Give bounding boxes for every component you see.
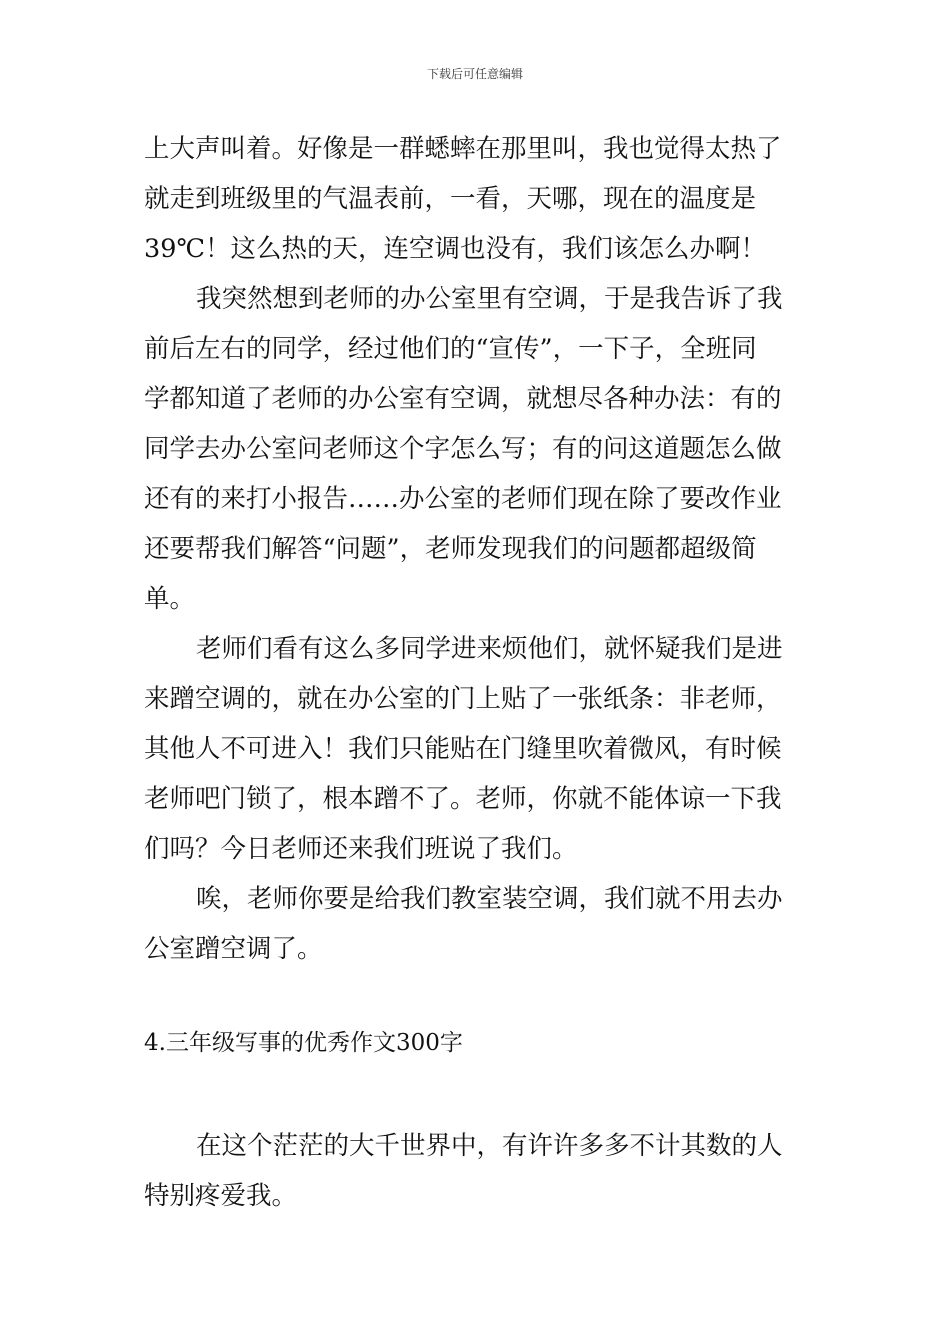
text-line: 老师们看有这么多同学进来烦他们，就怀疑我们是进 (196, 634, 783, 664)
text-line: 来蹭空调的，就在办公室的门上贴了一张纸条：非老师， (144, 684, 782, 714)
text-line: 公室蹭空调了。 (144, 934, 323, 964)
text-line: 就走到班级里的气温表前，一看，天哪，现在的温度是 (144, 184, 757, 214)
text-line: 在这个茫茫的大千世界中，有许许多多不计其数的人 (196, 1131, 783, 1161)
text-line: 学都知道了老师的办公室有空调，就想尽各种办法：有的 (144, 384, 782, 414)
text-line: 39℃！这么热的天，连空调也没有，我们该怎么办啊！ (144, 234, 766, 264)
essay-body (144, 124, 812, 974)
text-line: 特别疼爱我。 (144, 1181, 298, 1211)
text-line: 唉，老师你要是给我们教室装空调，我们就不用去办 (196, 884, 783, 914)
text-line: 上大声叫着。好像是一群蟋蟀在那里叫，我也觉得太热了 (144, 134, 782, 164)
section-heading: 4.三年级写事的优秀作文300字 (144, 1030, 463, 1056)
final-paragraph (144, 1121, 812, 1221)
text-line: 前后左右的同学，经过他们的“宣传”，一下子，全班同 (144, 334, 757, 364)
text-line: 我突然想到老师的办公室里有空调，于是我告诉了我 (196, 284, 783, 314)
text-line: 单。 (144, 584, 196, 614)
text-line: 老师吧门锁了，根本蹭不了。老师，你就不能体谅一下我 (144, 784, 782, 814)
page-header: 下载后可任意编辑 (426, 67, 523, 81)
text-line: 还有的来打小报告……办公室的老师们现在除了要改作业 (144, 484, 782, 514)
text-line: 其他人不可进入！我们只能贴在门缝里吹着微风，有时候 (144, 734, 782, 764)
text-line: 们吗？今日老师还来我们班说了我们。 (144, 834, 578, 864)
text-line: 同学去办公室问老师这个字怎么写；有的问这道题怎么做 (144, 434, 782, 464)
text-line: 还要帮我们解答“问题”，老师发现我们的问题都超级简 (144, 534, 757, 564)
